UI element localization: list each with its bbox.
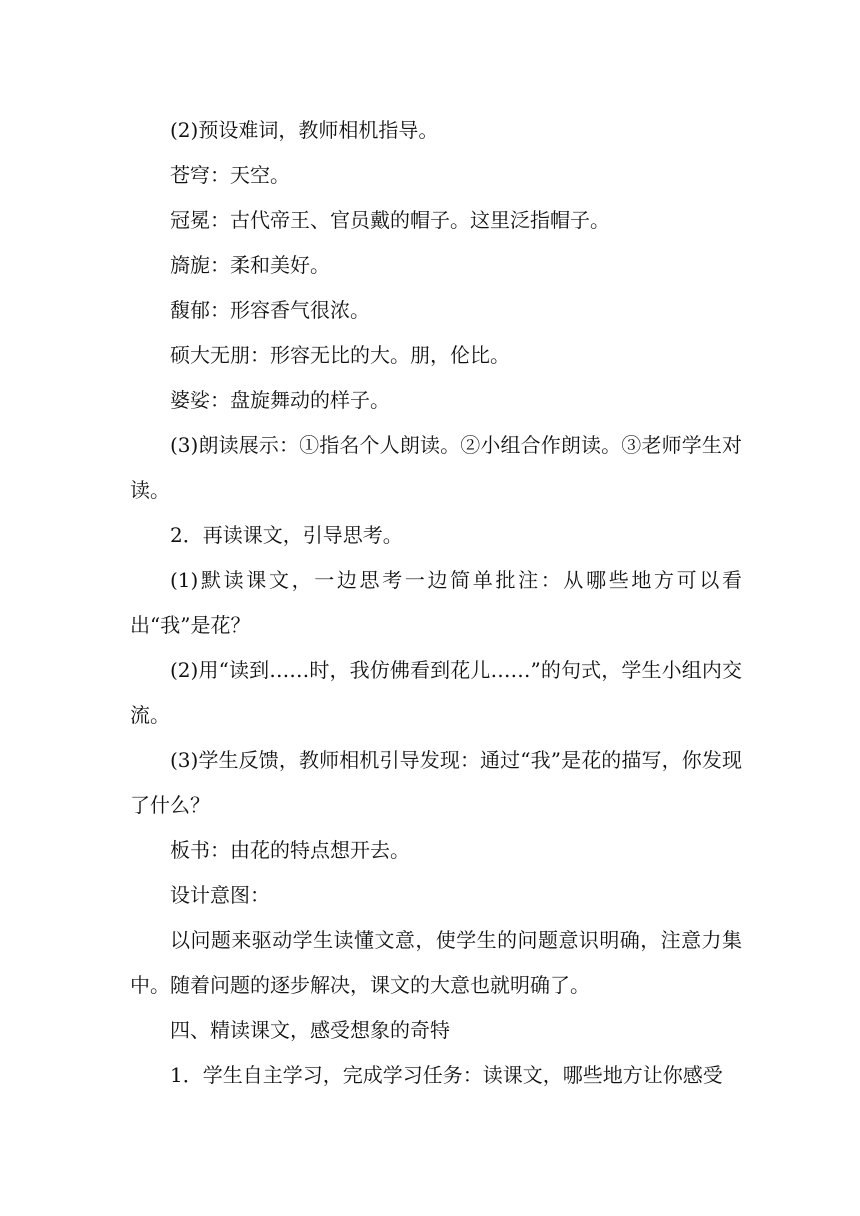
paragraph-def-posuo: 婆娑：盘旋舞动的样子。 [170,388,390,412]
paragraph-design-intent-text: 以问题来驱动学生读懂文意，使学生的问题意识明确，注意力集中。随着问题的逐步解决，课文的大意也就明确了。 [130,928,742,997]
paragraph-silent-reading: (1)默读课文，一边思考一边简单批注：从哪些地方可以看出“我”是花？ [130,568,742,637]
paragraph-sentence-pattern: (2)用“读到……时，我仿佛看到花儿……”的句式，学生小组内交流。 [130,658,742,727]
paragraph-difficult-words: (2)预设难词，教师相机指导。 [170,118,439,142]
paragraph-def-fuyu: 馥郁：形容香气很浓。 [170,298,370,322]
section-heading-close-reading: 四、精读课文，感受想象的奇特 [170,1018,450,1042]
paragraph-reading-display: (3)朗读展示：①指名个人朗读。②小组合作朗读。③老师学生对读。 [130,433,742,502]
paragraph-design-intent-label: 设计意图： [170,883,270,907]
paragraph-reread-heading: 2．再读课文，引导思考。 [170,523,403,547]
paragraph-def-cangqiong: 苍穹：天空。 [170,163,290,187]
paragraph-def-guanmian: 冠冕：古代帝王、官员戴的帽子。这里泛指帽子。 [170,208,610,232]
document-body [130,108,742,1098]
paragraph-def-yini: 旖旎：柔和美好。 [170,253,330,277]
paragraph-student-feedback: (3)学生反馈，教师相机引导发现：通过“我”是花的描写，你发现了什么？ [130,748,742,817]
paragraph-blackboard: 板书：由花的特点想开去。 [170,838,410,862]
paragraph-self-study: 1．学生自主学习，完成学习任务：读课文，哪些地方让你感受 [170,1063,723,1087]
paragraph-def-shuodawupeng: 硕大无朋：形容无比的大。朋，伦比。 [170,343,510,367]
